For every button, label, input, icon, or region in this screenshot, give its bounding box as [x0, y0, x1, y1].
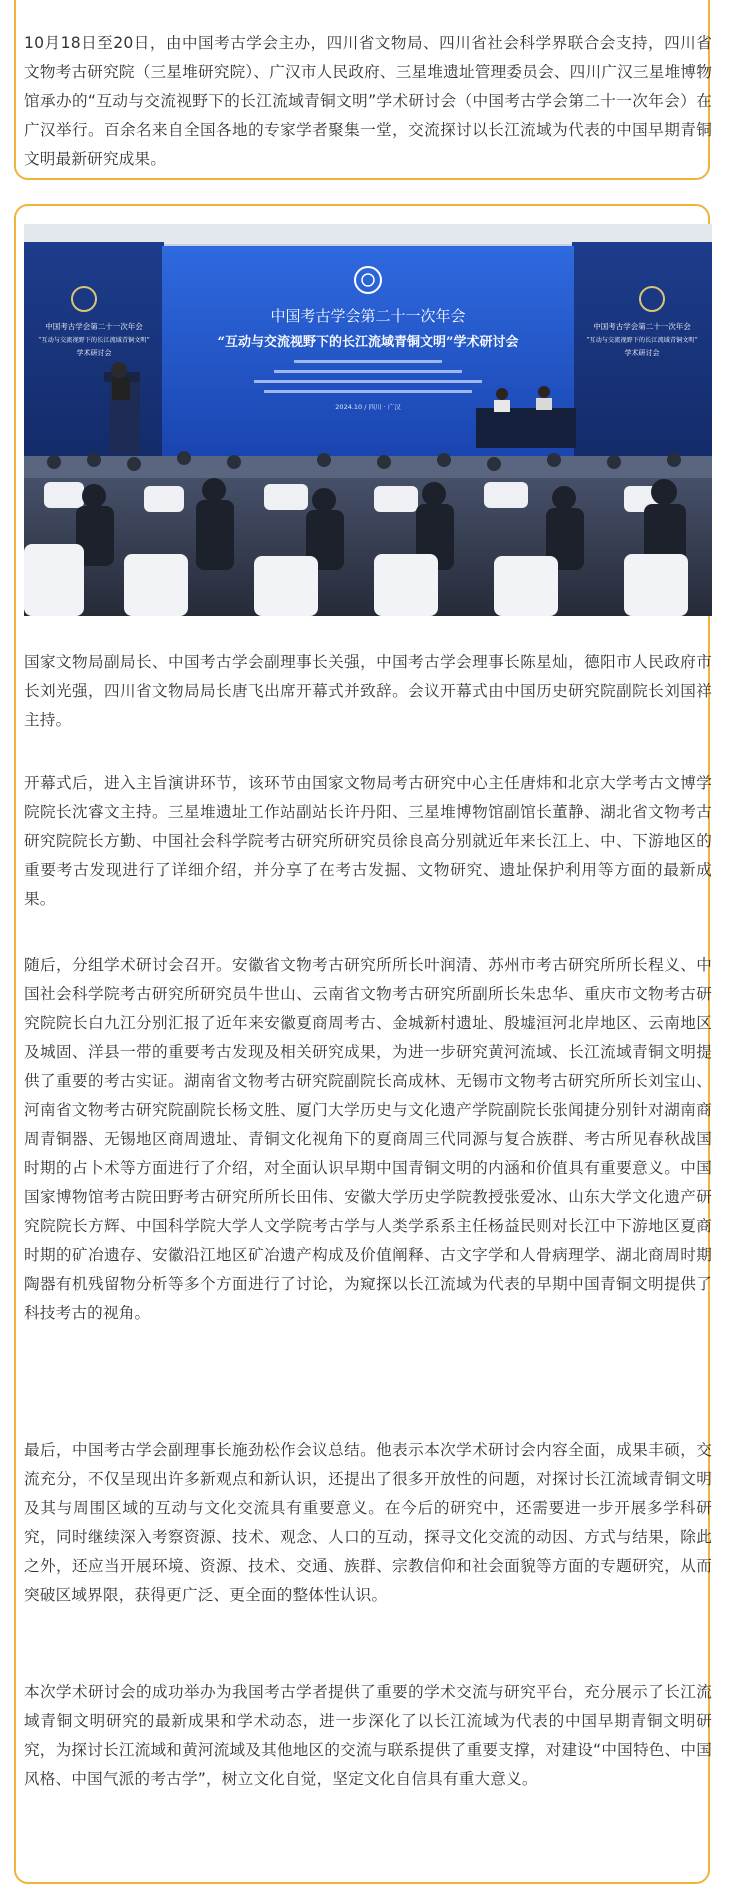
article-paragraph-3: 开幕式后，进入主旨演讲环节，该环节由国家文物局考古研究中心主任唐炜和北京大学考古文博学院院长沈睿文主持。三星堆遗址工作站副站长许丹阳、三星堆博物馆副馆长董静、湖北省文物考古研究院院长方勤、中国社会科学院考古研究所研究员徐良高分别就近年来长江上、中、下游地区的重要考古发现进行了详细介绍，并分享了在考古发掘、文物研究、遗址保护利用等方面的最新成果。	[24, 774, 712, 908]
article-paragraph-4: 随后，分组学术研讨会召开。安徽省文物考古研究所所长叶润清、苏州市考古研究所所长程义、中国社会科学院考古研究所研究员牛世山、云南省文物考古研究所副所长朱忠华、重庆市文物考古研究院院长白九江分别汇报了近年来安徽夏商周考古、金城新村遗址、殷墟洹河北岸地区、云南地区及城固、洋县一带的重要考古发现及相关研究成果，为进一步研究黄河流域、长江流域青铜文明提供了重要的考古实证。湖南省文物考古研究院副院长高成林、无锡市文物考古研究所所长刘宝山、河南省文物考古研究院副院长杨文胜、厦门大学历史与文化遗产学院副院长张闻捷分别针对湖南商周青铜器、无锡地区商周遗址、青铜文化视角下的夏商周三代同源与复合族群、考古所见春秋战国时期的占卜术等方面进行了介绍，对全面认识早期中国青铜文明的内涵和价值具有重要意义。中国国家博物馆考古院田野考古研究所所长田伟、安徽大学历史学院教授张爱冰、山东大学文化遗产研究院院长方辉、中国科学院大学人文学院考古学与人类学系系主任杨益民则对长江中下游地区夏商时期的矿冶遗存、安徽沿江地区矿冶遗产构成及价值阐释、古文字学和人骨病理学、湖北商周时期陶器有机残留物分析等多个方面进行了讨论，为窥探以长江流域为代表的早期中国青铜文明提供了科技考古的视角。	[24, 956, 712, 1322]
screen-date: 2024.10 / 四川 · 广汉	[335, 403, 401, 411]
screen-title: 中国考古学会第二十一次年会	[270, 307, 466, 325]
conference-photo	[24, 224, 712, 616]
article-paragraph-1: 10月18日至20日，由中国考古学会主办，四川省文物局、四川省社会科学界联合会支持，四川省文物考古研究院（三星堆研究院）、广汉市人民政府、三星堆遗址管理委员会、四川广汉三星堆博物馆承办的“互动与交流视野下的长江流域青铜文明”学术研讨会（中国考古学会第二十一次年会）在广汉举行。百余名来自全国各地的专家学者聚集一堂，交流探讨以长江流域为代表的中国早期青铜文明最新研究成果。	[24, 34, 712, 168]
screen-subtitle: “互动与交流视野下的长江流域青铜文明”学术研讨会	[217, 335, 519, 350]
side-banner-right-line2: “互动与交流视野下的长江流域青铜文明”	[586, 337, 698, 344]
side-banner-left-line2: “互动与交流视野下的长江流域青铜文明”	[38, 337, 150, 344]
side-banner-right-line3: 学术研讨会	[624, 349, 660, 357]
article-paragraph-6: 本次学术研讨会的成功举办为我国考古学者提供了重要的学术交流与研究平台，充分展示了长江流域青铜文明研究的最新成果和学术动态，进一步深化了以长江流域为代表的中国早期青铜文明研究，为探讨长江流域和黄河流域及其他地区的交流与联系提供了重要支撑，对建设“中国特色、中国风格、中国气派的考古学”，树立文化自觉，坚定文化自信具有重大意义。	[24, 1683, 712, 1788]
article-paragraph-5: 最后，中国考古学会副理事长施劲松作会议总结。他表示本次学术研讨会内容全面，成果丰硕，交流充分，不仅呈现出许多新观点和新认识，还提出了很多开放性的问题，对探讨长江流域青铜文明及其与周围区域的互动与文化交流具有重要意义。在今后的研究中，还需要进一步开展多学科研究，同时继续深入考察资源、技术、观念、人口的互动，探寻文化交流的动因、方式与结果，除此之外，还应当开展环境、资源、技术、交通、族群、宗教信仰和社会面貌等方面的专题研究，从而突破区域界限，获得更广泛、更全面的整体性认识。	[24, 1441, 712, 1604]
article-paragraph-2: 国家文物局副局长、中国考古学会副理事长关强，中国考古学会理事长陈星灿，德阳市人民政府市长刘光强，四川省文物局局长唐飞出席开幕式并致辞。会议开幕式由中国历史研究院副院长刘国祥主持。	[24, 653, 712, 729]
side-banner-right-line1: 中国考古学会第二十一次年会	[593, 322, 691, 331]
side-banner-left-line1: 中国考古学会第二十一次年会	[45, 322, 143, 331]
side-banner-left-line3: 学术研讨会	[76, 349, 112, 357]
